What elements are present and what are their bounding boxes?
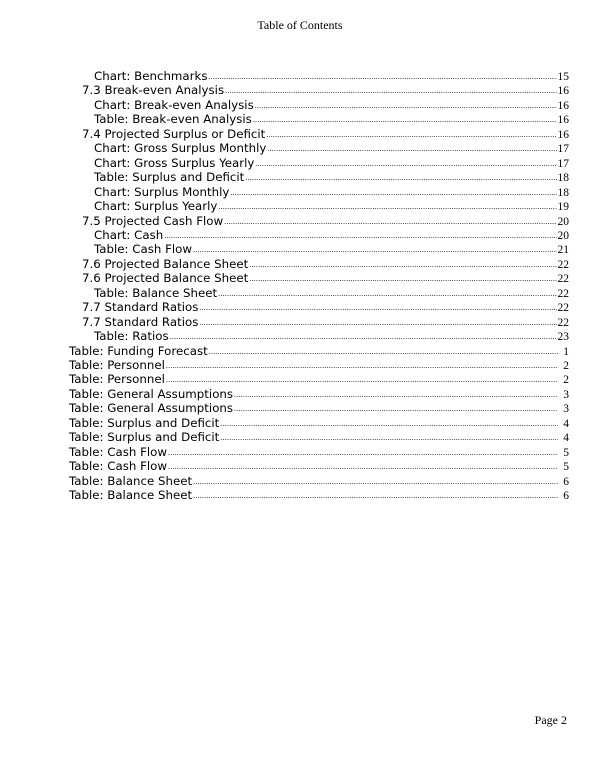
toc-entry-page-number: 16 [557, 85, 569, 98]
toc-entry-page-number: 5 [563, 446, 569, 459]
toc-entry-page-number: 17 [557, 143, 569, 156]
toc-entry-title: Chart: Benchmarks [94, 69, 208, 83]
toc-entry-page-number: 22 [557, 287, 569, 300]
dot-leader [245, 171, 556, 186]
toc-entry-page-number: 15 [557, 71, 569, 83]
toc-entry-page-number: 22 [557, 258, 569, 271]
dot-leader [164, 229, 556, 244]
toc-entry[interactable] [94, 156, 569, 171]
toc-entry[interactable] [82, 214, 569, 229]
toc-entry-page-number: 3 [563, 403, 569, 416]
toc-entry-title: 7.6 Projected Balance Sheet [82, 256, 249, 271]
dot-leader [166, 373, 558, 388]
dot-leader [249, 258, 556, 273]
toc-entry[interactable] [94, 329, 569, 344]
toc-entry-title: Chart: Surplus Yearly [94, 199, 218, 214]
toc-entry-page-number: 16 [557, 114, 569, 127]
toc-entry-title: Table: Balance Sheet [69, 488, 193, 503]
page-number: Page 2 [534, 713, 567, 727]
toc-entry-title: Table: Surplus and Deficit [69, 430, 220, 445]
toc-entry-title: Table: Personnel [69, 372, 165, 387]
toc-entry-page-number: 22 [557, 316, 569, 329]
dot-leader [218, 200, 556, 215]
toc-entry-page-number: 20 [557, 215, 569, 228]
toc-entry[interactable] [82, 271, 569, 286]
toc-entry[interactable] [94, 228, 569, 243]
dot-leader [234, 402, 558, 417]
toc-entry[interactable] [69, 488, 569, 503]
toc-entry-title: 7.4 Projected Surplus or Deficit [82, 126, 266, 141]
toc-entry[interactable] [94, 170, 569, 185]
toc-entry-title: Chart: Break-even Analysis [94, 97, 254, 112]
toc-entry-title: Table: General Assumptions [69, 401, 234, 416]
toc-entry[interactable] [94, 141, 569, 156]
toc-entry[interactable] [69, 401, 569, 416]
toc-entry-page-number: 4 [563, 417, 569, 430]
dot-leader [166, 359, 558, 374]
toc-entry-page-number: 16 [557, 99, 569, 112]
toc-entry-page-number: 22 [557, 273, 569, 286]
toc-entry-title: Chart: Gross Surplus Yearly [94, 155, 255, 170]
toc-entry-title: Chart: Surplus Monthly [94, 184, 230, 199]
toc-entry-page-number: 16 [557, 128, 569, 141]
toc-entry[interactable] [69, 344, 569, 359]
dot-leader [168, 446, 558, 461]
dot-leader [208, 70, 556, 85]
dot-leader [225, 84, 556, 99]
dot-leader [249, 272, 556, 287]
dot-leader [209, 345, 558, 360]
dot-leader [255, 99, 557, 114]
toc-entry-page-number: 1 [563, 345, 569, 358]
dot-leader [255, 157, 556, 172]
toc-entry[interactable] [94, 185, 569, 200]
toc-entry-title: Table: Break-even Analysis [94, 112, 252, 127]
toc-entry-page-number: 17 [557, 157, 569, 170]
toc-entry[interactable] [94, 112, 569, 127]
toc-entry-title: 7.7 Standard Ratios [82, 300, 199, 315]
toc-entry[interactable] [82, 257, 569, 272]
toc-entry-title: 7.5 Projected Cash Flow [82, 213, 224, 228]
toc-entry-title: Table: Cash Flow [69, 459, 167, 474]
toc-entry-page-number: 23 [557, 331, 569, 344]
toc-entry-title: Table: Cash Flow [69, 444, 167, 459]
toc-entry[interactable] [69, 358, 569, 373]
toc-entry-page-number: 4 [563, 432, 569, 445]
toc-entry-page-number: 2 [563, 360, 569, 372]
toc-entry[interactable] [69, 459, 569, 474]
toc-entry-title: Table: Cash Flow [94, 242, 192, 257]
toc-entry-title: 7.3 Break-even Analysis [82, 83, 225, 98]
toc-entry-page-number: 20 [557, 229, 569, 242]
dot-leader [234, 388, 558, 403]
dot-leader [199, 316, 556, 331]
toc-entry-page-number: 6 [563, 490, 569, 503]
toc-entry-page-number: 21 [557, 244, 569, 257]
toc-entry-title: Table: Balance Sheet [69, 473, 193, 488]
dot-leader [230, 186, 556, 201]
dot-leader [193, 489, 558, 504]
toc-entry-page-number: 3 [563, 388, 569, 401]
toc-entry[interactable] [94, 286, 569, 301]
page-title: Table of Contents [257, 18, 343, 32]
toc-entry-page-number: 2 [563, 374, 569, 387]
dot-leader [193, 475, 558, 490]
toc-entry[interactable] [69, 445, 569, 460]
dot-leader [199, 301, 556, 316]
dot-leader [253, 113, 557, 128]
toc-entry[interactable] [69, 430, 569, 445]
toc-entry[interactable] [94, 69, 569, 84]
toc-entry-title: Chart: Gross Surplus Monthly [94, 141, 267, 156]
dot-leader [170, 330, 557, 345]
toc-entry[interactable] [94, 199, 569, 214]
dot-leader [266, 128, 556, 143]
dot-leader [218, 287, 556, 302]
toc-entry-page-number: 22 [557, 302, 569, 315]
toc-entry[interactable] [94, 98, 569, 113]
toc-entry-title: 7.6 Projected Balance Sheet [82, 271, 249, 286]
toc-entry-title: Table: Surplus and Deficit [69, 415, 220, 430]
toc-entry-page-number: 18 [557, 172, 569, 185]
toc-entry-title: Table: Surplus and Deficit [94, 170, 245, 185]
toc-entry[interactable] [82, 127, 569, 142]
dot-leader [267, 142, 556, 157]
toc-entry-title: Table: Funding Forecast [69, 343, 208, 358]
toc-entry-title: Chart: Cash [94, 227, 164, 242]
toc-entry-page-number: 5 [563, 461, 569, 474]
dot-leader [193, 243, 557, 258]
dot-leader [220, 431, 558, 446]
toc-entry[interactable] [69, 372, 569, 387]
toc-entry-page-number: 18 [557, 186, 569, 199]
toc-entry-title: Table: Ratios [94, 329, 169, 344]
toc-entry[interactable] [69, 416, 569, 431]
dot-leader [224, 215, 556, 230]
toc-entry[interactable] [94, 242, 569, 257]
toc-entry[interactable] [82, 315, 569, 330]
toc-entry-page-number: 6 [563, 475, 569, 488]
toc-entry[interactable] [69, 387, 569, 402]
toc-entry[interactable] [69, 474, 569, 489]
toc-entry-title: Table: Personnel [69, 358, 165, 372]
dot-leader [168, 460, 558, 475]
toc-entry[interactable] [82, 300, 569, 315]
toc-entry[interactable] [82, 83, 569, 98]
toc-entry-title: 7.7 Standard Ratios [82, 314, 199, 329]
dot-leader [220, 417, 558, 432]
toc-entry-page-number: 19 [557, 201, 569, 214]
toc-entry-title: Table: General Assumptions [69, 386, 234, 401]
toc-entry-title: Table: Balance Sheet [94, 285, 218, 300]
